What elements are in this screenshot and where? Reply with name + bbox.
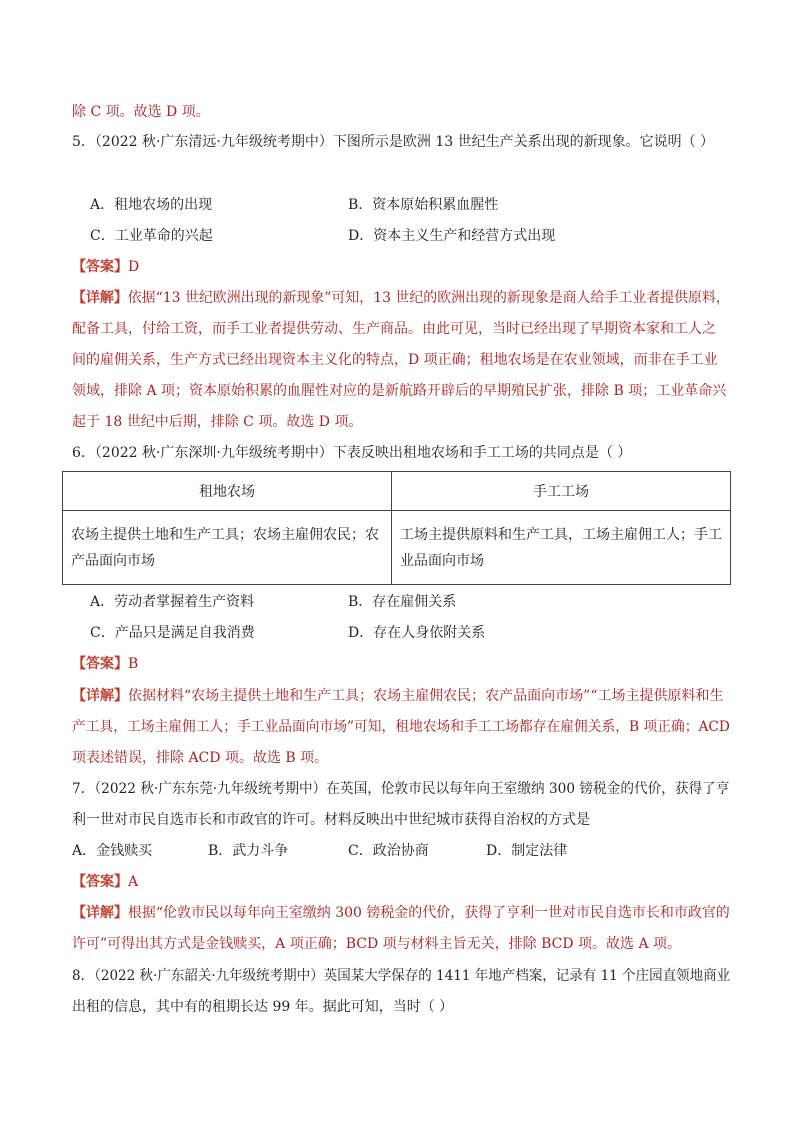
table-cell-line: 农场主提供土地和生产工具；农场主雇佣农民；农 [71,526,379,543]
question-7-option-d: D．制定法律 [486,843,568,859]
question-5-explanation-line: 起于 18 世纪中后期，排除 C 项。故选 D 项。 [72,414,363,430]
question-7-option-c: C．政治协商 [348,843,429,859]
table-header-cell: 手工工场 [392,472,731,511]
answer-value: D [128,259,140,275]
question-6-explanation-line: 产工具，工场主雇佣工人；手工业品面向市场”可知，租地农场和手工工场都存在雇佣关系，B 项正确；ACD [72,719,730,735]
question-5-option-b: B．资本原始积累血腥性 [348,197,499,213]
explanation-text: 依据“13 世纪欧洲出现的新现象”可知，13 世纪的欧洲出现的新现象是商人给手工业者提供原料， [127,290,730,306]
answer-value: A [128,874,139,890]
table-cell [392,511,731,585]
question-7-stem: 7．（2022 秋·广东东莞·九年级统考期中）在英国，伦敦市民以每年向王室缴纳 300 镑税金的代价，获得了亨 [72,781,730,797]
comparison-table [62,471,731,585]
question-6-explanation-line [72,686,723,706]
question-8-stem: 8．（2022 秋·广东韶关·九年级统考期中）英国某大学保存的 1411 年地产档案，记录有 11 个庄园直领地商业 [72,968,731,984]
question-8-stem: 出租的信息，其中有的租期长达 99 年。据此可知，当时（ ） [72,999,454,1015]
prev-explanation-tail: 除 C 项。故选 D 项。 [72,104,210,120]
table-cell-line: 业品面向市场 [400,552,484,569]
explanation-tag: 【详解】 [72,688,128,704]
question-6-option-a: A．劳动者掌握着生产资料 [90,594,255,610]
table-cell [63,511,392,585]
explanation-tag: 【详解】 [72,290,128,306]
question-5-stem: 5．（2022 秋·广东清远·九年级统考期中）下图所示是欧洲 13 世纪生产关系出现的新现象。它说明（ ） [72,134,715,150]
question-6-option-b: B．存在雇佣关系 [348,594,457,610]
question-5-explanation-line: 领域，排除 A 项；资本原始积累的血腥性对应的是新航路开辟后的早期殖民扩张，排除 B 项；工业革命兴 [72,383,727,399]
answer-tag: 【答案】 [72,259,128,275]
question-5-option-d: D．资本主义生产和经营方式出现 [348,228,556,244]
question-6-stem: 6．（2022 秋·广东深圳·九年级统考期中）下表反映出租地农场和手工工场的共同点是（ ） [72,445,632,461]
table-header-row [63,472,731,511]
question-5-explanation-line: 间的雇佣关系，生产方式已经出现资本主义化的特点，D 项正确；租地农场是在农业领域，而非在手工业 [72,352,718,368]
question-5-answer [72,257,139,277]
question-6-answer [72,654,138,674]
answer-value: B [128,656,139,672]
question-6-option-d: D．存在人身依附关系 [348,625,486,641]
explanation-text: 依据材料“农场主提供土地和生产工具；农场主雇佣农民；农产品面向市场”“工场主提供原料和生 [128,688,724,704]
table-row [63,511,731,585]
question-5-option-a: A．租地农场的出现 [90,197,213,213]
question-5-explanation-line [72,288,730,308]
question-7-explanation-line: 许可”可得出其方式是金钱赎买，A 项正确；BCD 项与材料主旨无关，排除 BCD 项。故选 A 项。 [72,936,682,952]
answer-tag: 【答案】 [72,656,128,672]
answer-tag: 【答案】 [72,874,128,890]
table-cell-line: 工场主提供原料和生产工具，工场主雇佣工人；手工 [400,526,722,543]
explanation-text: 根据“伦敦市民以每年向王室缴纳 300 镑税金的代价，获得了亨利一世对市民自选市长和市政官的 [127,905,730,921]
question-6-option-c: C．产品只是满足自我消费 [90,625,255,641]
question-7-explanation-line [72,903,730,923]
question-7-answer [72,872,138,892]
question-5-explanation-line: 配备工具，付给工资，而手工业者提供劳动、生产商品。由此可见，当时已经出现了早期资本家和工人之 [72,321,716,337]
question-5-option-c: C．工业革命的兴起 [90,228,213,244]
question-7-stem: 利一世对市民自选市长和市政官的许可。材料反映出中世纪城市获得自治权的方式是 [72,812,590,828]
question-7-option-b: B．武力斗争 [208,843,289,859]
table-cell-line: 产品面向市场 [71,552,155,569]
table-header-cell: 租地农场 [63,472,392,511]
question-7-option-a: A．金钱赎买 [72,843,153,859]
question-6-explanation-line: 项表述错误，排除 ACD 项。故选 B 项。 [72,750,329,766]
explanation-tag: 【详解】 [72,905,128,921]
